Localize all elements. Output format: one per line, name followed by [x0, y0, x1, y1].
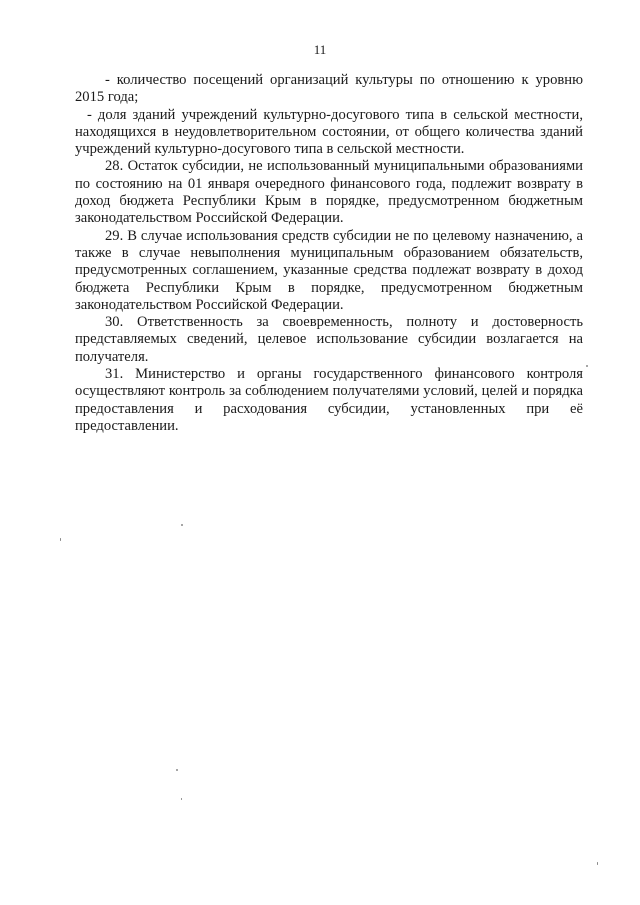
scan-speck	[597, 862, 598, 865]
paragraph-indicator-visits: - количество посещений организаций культуры по отношению к уровню 2015 года;	[75, 72, 583, 106]
scan-speck	[181, 798, 182, 800]
paragraph-clause-28: 28. Остаток субсидии, не использованный муниципальными образованиями по состоянию на 01 января очередного финансового года, подлежит возврату в доход бюджета Республики Крым в порядке, предусмотренном бюджетным законодательством Российской Федерации.	[75, 158, 583, 227]
paragraph-clause-31: 31. Министерство и органы государственного финансового контроля осуществляют контроль за соблюдением получателями условий, целей и порядка предоставления и расходования субсидии, установленных при её предоставлении.	[75, 366, 583, 434]
paragraph-clause-29: 29. В случае использования средств субсидии не по целевому назначению, а также в случае невыполнения муниципальным образованием обязательств, предусмотренных соглашением, указанные средства подлежат возврату в доход бюджета Республики Крым в порядке, предусмотренном бюджетным законодательством Российской Федерации.	[75, 227, 583, 313]
document-body	[75, 72, 583, 435]
paragraph-indicator-buildings: - доля зданий учреждений культурно-досугового типа в сельской местности, находящихся в неудовлетворительном состоянии, от общего количества зданий учреждений культурно-досугового типа в сельской местности.	[75, 106, 583, 158]
scan-speck	[586, 365, 588, 367]
paragraph-clause-30: 30. Ответственность за своевременность, полноту и достоверность представляемых сведений, целевое использование субсидии возлагается на получателя.	[75, 314, 583, 365]
scan-speck	[60, 538, 61, 541]
page-number: 11	[313, 42, 327, 57]
scan-speck	[176, 769, 178, 771]
scan-speck	[181, 524, 183, 526]
